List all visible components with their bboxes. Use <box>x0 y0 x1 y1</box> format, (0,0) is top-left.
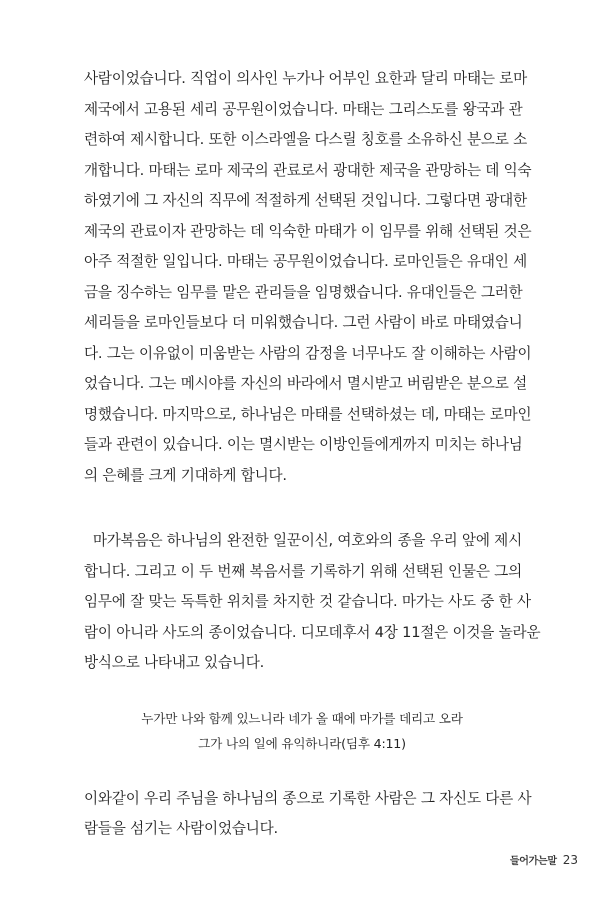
text-line: 람이 아니라 사도의 종이었습니다. 디모데후서 4장 11절은 이것을 놀라운 <box>84 623 541 641</box>
text-line: 합니다. 그리고 이 두 번째 복음서를 기록하기 위해 선택된 인물은 그의 <box>84 562 522 580</box>
text-line: 다. 그는 이유없이 미움받는 사람의 감정을 너무나도 잘 이해하는 사람이 <box>84 344 532 362</box>
text-line: 세리들을 로마인들보다 더 미워했습니다. 그런 사람이 바로 마태였습니 <box>84 314 523 331</box>
text-line: 의 은혜를 크게 기대하게 합니다. <box>84 466 287 484</box>
text-line: 이와같이 우리 주님을 하나님의 종으로 기록한 사람은 그 자신도 다른 사 <box>84 789 532 807</box>
text-line: 련하여 제시합니다. 또한 이스라엘을 다스릴 칭호를 소유하신 분으로 소 <box>84 131 527 148</box>
text-line: 아주 적절한 일입니다. 마태는 공무원이었습니다. 로마인들은 유대인 세 <box>84 253 527 270</box>
text-line: 제국의 관료이자 관망하는 데 익숙한 마태가 이 임무를 위해 선택된 것은 <box>84 222 532 240</box>
running-title: 들어가는말 <box>509 856 557 867</box>
page-number: 23 <box>562 853 578 867</box>
text-line: 마가복음은 하나님의 완전한 일꾼이신, 여호와의 종을 우리 앞에 제시 <box>84 532 522 549</box>
text-line: 임무에 잘 맞는 독특한 위치를 차지한 것 같습니다. 마가는 사도 중 한 사 <box>84 593 531 610</box>
text-line: 사람이었습니다. 직업이 의사인 누가나 어부인 요한과 달리 마태는 로마 <box>84 70 527 87</box>
text-line: 었습니다. 그는 메시야를 자신의 바라에서 멸시받고 버림받은 분으로 설 <box>84 375 527 392</box>
text-line: 명했습니다. 마지막으로, 하나님은 마태를 선택하셨는 데, 마태는 로마인 <box>84 405 532 423</box>
text-line: 금을 징수하는 임무를 맡은 관리들을 임명했습니다. 유대인들은 그러한 <box>84 283 523 301</box>
scripture-quote <box>84 706 520 756</box>
text-line: 개합니다. 마태는 로마 제국의 관료로서 광대한 제국을 관망하는 데 익숙 <box>84 161 532 179</box>
paragraph-matthew <box>84 64 532 491</box>
text-line: 제국에서 고용된 세리 공무원이었습니다. 마태는 그리스도를 왕국과 관 <box>84 100 523 118</box>
text-line: 하였기에 그 자신의 직무에 적절하게 선택된 것입니다. 그렇다면 광대한 <box>84 192 527 209</box>
text-line: 람들을 섬기는 사람이었습니다. <box>84 820 278 837</box>
quote-line: 누가만 나와 함께 있느니라 네가 올 때에 마가를 데리고 오라 <box>141 710 463 726</box>
paragraph-closing <box>84 784 532 845</box>
page-footer <box>510 852 578 867</box>
text-line: 들과 관련이 있습니다. 이는 멸시받는 이방인들에게까지 미치는 하나님 <box>84 436 523 453</box>
page-body <box>84 64 541 845</box>
text-line: 방식으로 나타내고 있습니다. <box>84 654 265 671</box>
quote-line: 그가 나의 일에 유익하니라(딤후 4:11) <box>198 735 406 751</box>
paragraph-mark <box>84 526 541 679</box>
